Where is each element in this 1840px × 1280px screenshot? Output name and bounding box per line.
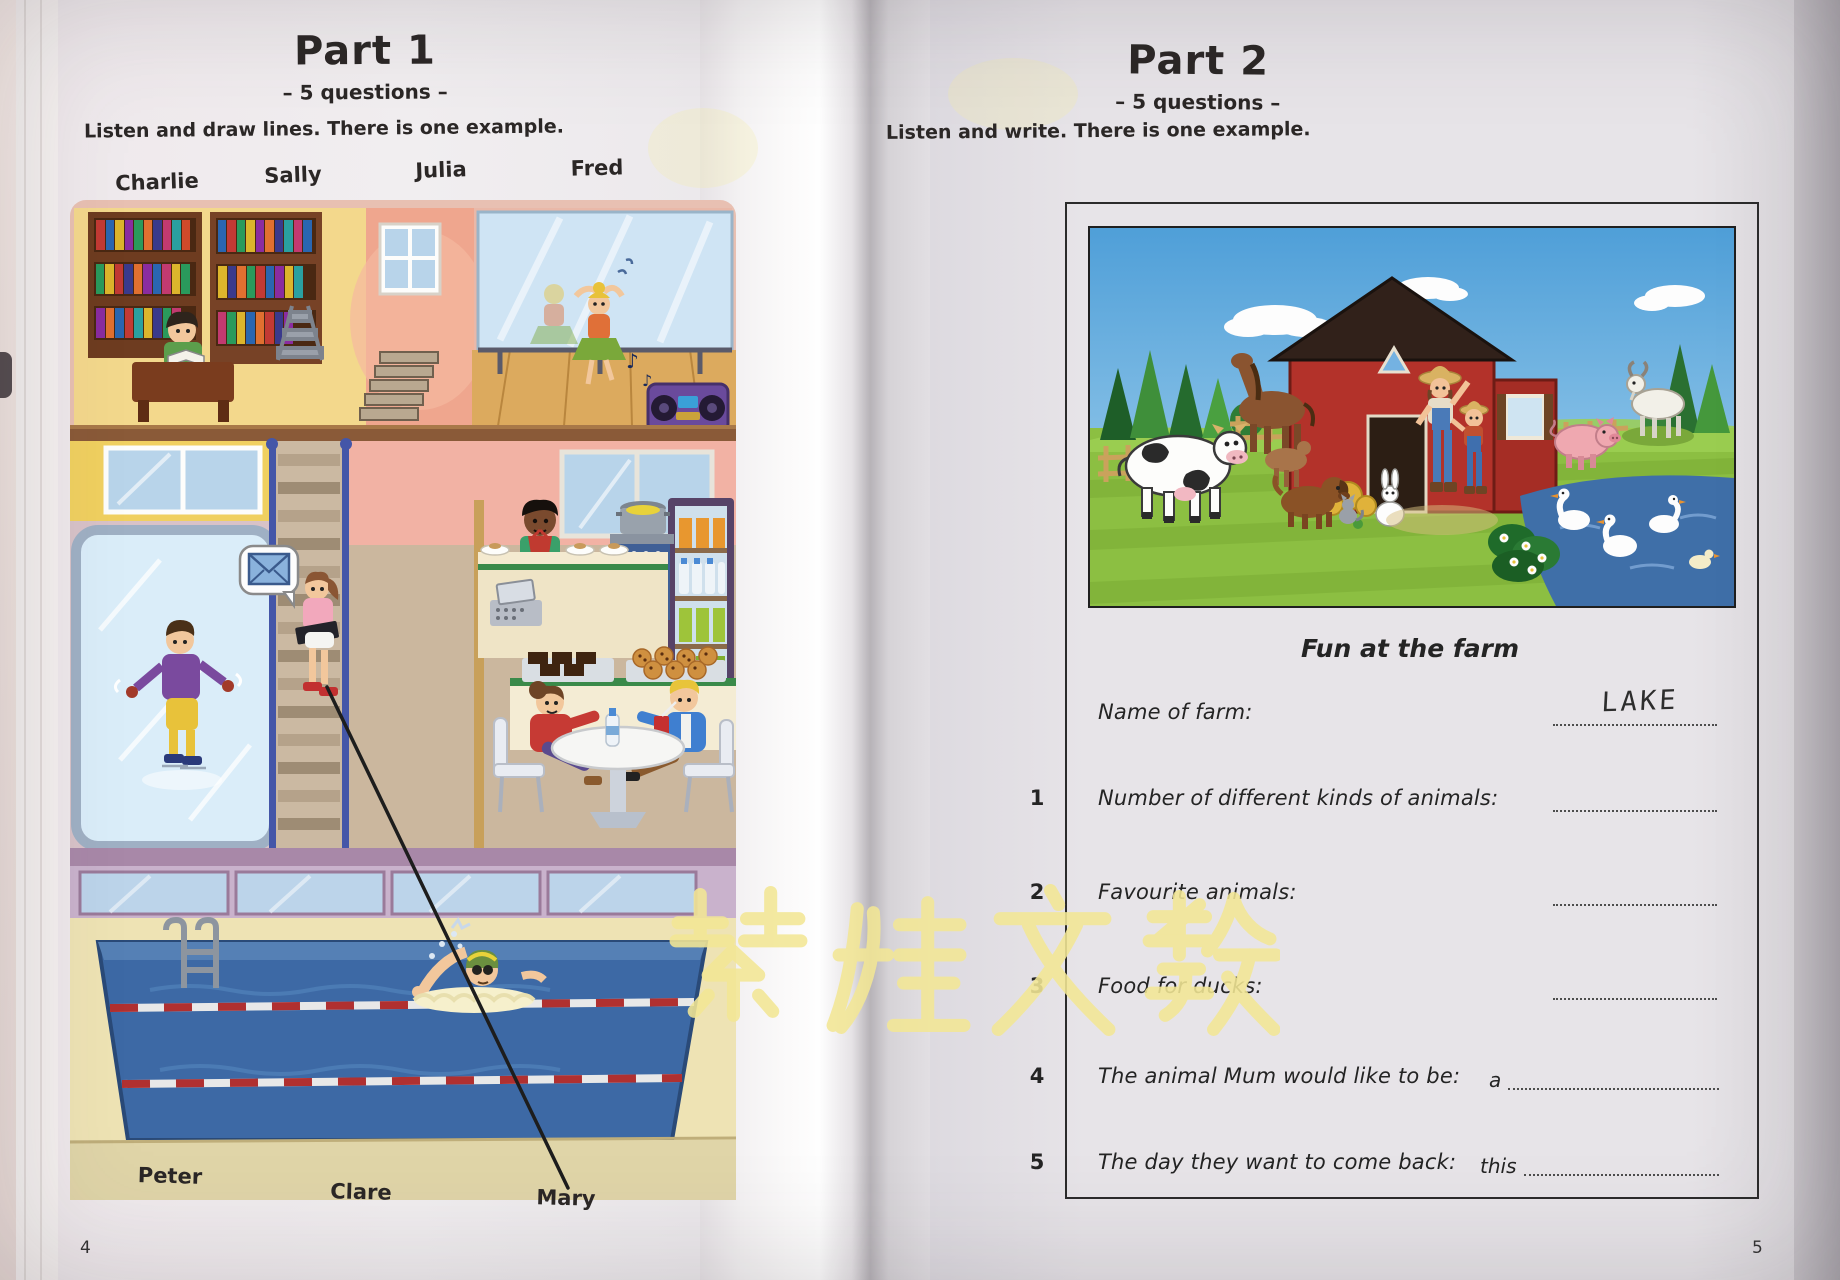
- q5-label: The day they want to come back:: [1098, 1150, 1457, 1174]
- q4-answer-prefix: a: [1489, 1068, 1502, 1092]
- q4-number: 4: [1029, 1064, 1045, 1088]
- q1-number: 1: [1029, 786, 1045, 810]
- q2-label: Favourite animals:: [1098, 880, 1297, 904]
- print-smudge: [648, 108, 758, 188]
- name-mary: Mary: [536, 1185, 596, 1211]
- q4-label: The animal Mum would like to be:: [1098, 1064, 1461, 1088]
- music-note-icon: ♪: [642, 371, 653, 390]
- swimming-pool: [70, 918, 736, 1200]
- music-note-icon: ♪: [626, 349, 639, 373]
- part1-instruction: Listen and draw lines. There is one example.: [83, 115, 564, 143]
- name-charlie: Charlie: [114, 168, 200, 196]
- left-page-number: 4: [80, 1238, 91, 1258]
- photo-left-edge: [0, 0, 16, 1280]
- q5-answer-prefix: this: [1480, 1154, 1517, 1178]
- dirt-patch: [1386, 505, 1498, 535]
- part2-header: [998, 36, 1399, 115]
- q4-answer-line: [1489, 1064, 1719, 1090]
- envelope-icon: [249, 554, 289, 584]
- background-object: [0, 352, 12, 398]
- right-page-number: 5: [1752, 1238, 1763, 1258]
- mezzanine-window: [106, 448, 260, 512]
- q2-answer-line: [1553, 880, 1717, 906]
- name-julia: Julia: [414, 157, 468, 183]
- name-peter: Peter: [137, 1163, 203, 1189]
- name-fred: Fred: [570, 155, 624, 181]
- part2-subtitle: – 5 questions –: [1115, 89, 1281, 115]
- part1-header: [165, 27, 566, 106]
- page-stack-edge: [16, 0, 58, 1280]
- example-answer-line: [1553, 700, 1717, 726]
- pool-hall-wall: [70, 866, 736, 920]
- example-row-label: Name of farm:: [1098, 700, 1253, 724]
- q5-answer-line: [1480, 1150, 1719, 1176]
- example-answer-lake: LAKE: [1600, 684, 1680, 719]
- farm-picture: [1088, 226, 1736, 608]
- stereo-boombox: [648, 384, 728, 432]
- page-edge-line: [24, 0, 26, 1280]
- q1-label: Number of different kinds of animals:: [1098, 786, 1499, 810]
- leisure-centre-scene: [70, 200, 736, 1200]
- q2-number: 2: [1029, 880, 1045, 904]
- name-clare: Clare: [329, 1179, 392, 1205]
- q3-number: 3: [1029, 974, 1045, 998]
- q3-label: Food for ducks:: [1098, 974, 1263, 998]
- page-edge-line: [40, 0, 42, 1280]
- q5-number: 5: [1029, 1150, 1045, 1174]
- form-title: Fun at the farm: [1300, 634, 1520, 663]
- q3-answer-line: [1553, 974, 1717, 1000]
- part2-instruction: Listen and write. There is one example.: [885, 118, 1311, 144]
- hallway-window: [380, 224, 440, 294]
- q1-answer-line: [1553, 786, 1717, 812]
- part2-title: Part 2: [1127, 37, 1270, 85]
- cafe-counter: [478, 543, 668, 658]
- pool-hall-beam: [70, 848, 736, 866]
- part1-title: Part 1: [293, 27, 436, 75]
- photo-right-edge: [1794, 0, 1840, 1280]
- name-sally: Sally: [263, 162, 323, 188]
- part1-subtitle: – 5 questions –: [282, 79, 448, 105]
